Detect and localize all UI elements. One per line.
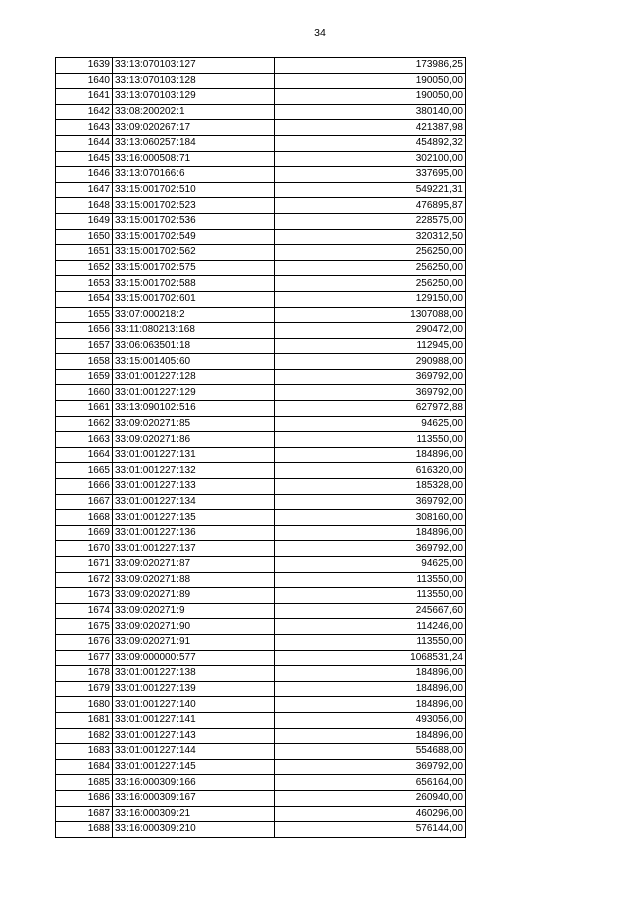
cadastral-number-cell: 33:01:001227:132 <box>113 463 275 479</box>
cadastral-value-cell: 112945,00 <box>275 338 466 354</box>
cadastral-number-cell: 33:09:020271:89 <box>113 588 275 604</box>
cadastral-value-cell: 184896,00 <box>275 728 466 744</box>
cadastral-number-cell: 33:07:000218:2 <box>113 307 275 323</box>
row-number-cell: 1645 <box>56 151 113 167</box>
table-row <box>56 73 466 89</box>
cadastral-value-cell: 245667,60 <box>275 603 466 619</box>
cadastral-number-cell: 33:15:001702:601 <box>113 291 275 307</box>
cadastral-value-cell: 337695,00 <box>275 167 466 183</box>
table-row <box>56 291 466 307</box>
cadastral-number-cell: 33:15:001702:523 <box>113 198 275 214</box>
table-row <box>56 58 466 74</box>
cadastral-number-cell: 33:01:001227:135 <box>113 510 275 526</box>
table-row <box>56 822 466 838</box>
cadastral-value-cell: 184896,00 <box>275 525 466 541</box>
cadastral-value-cell: 184896,00 <box>275 697 466 713</box>
table-row <box>56 369 466 385</box>
table-row <box>56 525 466 541</box>
row-number-cell: 1644 <box>56 135 113 151</box>
cadastral-number-cell: 33:16:000309:167 <box>113 790 275 806</box>
row-number-cell: 1642 <box>56 104 113 120</box>
table-row <box>56 245 466 261</box>
cadastral-number-cell: 33:09:020271:91 <box>113 634 275 650</box>
row-number-cell: 1682 <box>56 728 113 744</box>
cadastral-value-cell: 190050,00 <box>275 73 466 89</box>
page-number: 34 <box>314 27 326 39</box>
cadastral-value-cell: 290472,00 <box>275 323 466 339</box>
cadastral-value-cell: 184896,00 <box>275 447 466 463</box>
row-number-cell: 1677 <box>56 650 113 666</box>
cadastral-value-cell: 656164,00 <box>275 775 466 791</box>
cadastral-number-cell: 33:13:070166:6 <box>113 167 275 183</box>
cadastral-number-cell: 33:08:200202:1 <box>113 104 275 120</box>
cadastral-value-cell: 380140,00 <box>275 104 466 120</box>
table-row <box>56 557 466 573</box>
cadastral-value-cell: 228575,00 <box>275 213 466 229</box>
row-number-cell: 1640 <box>56 73 113 89</box>
cadastral-value-cell: 290988,00 <box>275 354 466 370</box>
table-row <box>56 541 466 557</box>
row-number-cell: 1648 <box>56 198 113 214</box>
table-row <box>56 213 466 229</box>
cadastral-number-cell: 33:09:020271:86 <box>113 432 275 448</box>
table-row <box>56 728 466 744</box>
table-row <box>56 135 466 151</box>
cadastral-number-cell: 33:15:001702:510 <box>113 182 275 198</box>
cadastral-number-cell: 33:15:001702:588 <box>113 276 275 292</box>
cadastral-value-cell: 185328,00 <box>275 479 466 495</box>
cadastral-number-cell: 33:15:001405:60 <box>113 354 275 370</box>
row-number-cell: 1649 <box>56 213 113 229</box>
row-number-cell: 1668 <box>56 510 113 526</box>
cadastral-value-cell: 308160,00 <box>275 510 466 526</box>
row-number-cell: 1651 <box>56 245 113 261</box>
table-row <box>56 712 466 728</box>
table-row <box>56 120 466 136</box>
table-row <box>56 354 466 370</box>
row-number-cell: 1655 <box>56 307 113 323</box>
row-number-cell: 1678 <box>56 666 113 682</box>
cadastral-number-cell: 33:09:020271:87 <box>113 557 275 573</box>
cadastral-value-cell: 369792,00 <box>275 759 466 775</box>
table-row <box>56 790 466 806</box>
cadastral-number-cell: 33:09:020267:17 <box>113 120 275 136</box>
row-number-cell: 1654 <box>56 291 113 307</box>
cadastral-number-cell: 33:09:000000:577 <box>113 650 275 666</box>
cadastral-number-cell: 33:01:001227:129 <box>113 385 275 401</box>
row-number-cell: 1679 <box>56 681 113 697</box>
table-row <box>56 182 466 198</box>
cadastral-number-cell: 33:13:070103:128 <box>113 73 275 89</box>
row-number-cell: 1653 <box>56 276 113 292</box>
table-row <box>56 806 466 822</box>
cadastral-value-cell: 476895,87 <box>275 198 466 214</box>
table-row <box>56 479 466 495</box>
cadastral-number-cell: 33:01:001227:137 <box>113 541 275 557</box>
cadastral-value-cell: 493056,00 <box>275 712 466 728</box>
row-number-cell: 1675 <box>56 619 113 635</box>
table-row <box>56 666 466 682</box>
row-number-cell: 1664 <box>56 447 113 463</box>
table-row <box>56 338 466 354</box>
table-row <box>56 619 466 635</box>
cadastral-value-cell: 616320,00 <box>275 463 466 479</box>
cadastral-value-cell: 114246,00 <box>275 619 466 635</box>
cadastral-value-cell: 1307088,00 <box>275 307 466 323</box>
table-row <box>56 447 466 463</box>
table-row <box>56 603 466 619</box>
table-row <box>56 276 466 292</box>
row-number-cell: 1686 <box>56 790 113 806</box>
cadastral-number-cell: 33:15:001702:536 <box>113 213 275 229</box>
cadastral-number-cell: 33:09:020271:90 <box>113 619 275 635</box>
cadastral-number-cell: 33:16:000309:166 <box>113 775 275 791</box>
row-number-cell: 1684 <box>56 759 113 775</box>
row-number-cell: 1687 <box>56 806 113 822</box>
cadastral-number-cell: 33:01:001227:143 <box>113 728 275 744</box>
table-row <box>56 697 466 713</box>
cadastral-number-cell: 33:15:001702:549 <box>113 229 275 245</box>
cadastral-number-cell: 33:09:020271:9 <box>113 603 275 619</box>
cadastral-value-cell: 184896,00 <box>275 681 466 697</box>
cadastral-value-cell: 184896,00 <box>275 666 466 682</box>
cadastral-number-cell: 33:01:001227:139 <box>113 681 275 697</box>
table-row <box>56 401 466 417</box>
cadastral-number-cell: 33:01:001227:128 <box>113 369 275 385</box>
table-row <box>56 229 466 245</box>
cadastral-value-cell: 369792,00 <box>275 494 466 510</box>
cadastral-value-cell: 256250,00 <box>275 260 466 276</box>
cadastral-value-cell: 94625,00 <box>275 557 466 573</box>
table-row <box>56 104 466 120</box>
table-row <box>56 744 466 760</box>
cadastral-number-cell: 33:09:020271:88 <box>113 572 275 588</box>
row-number-cell: 1657 <box>56 338 113 354</box>
row-number-cell: 1660 <box>56 385 113 401</box>
cadastral-value-cell: 421387,98 <box>275 120 466 136</box>
cadastral-number-cell: 33:01:001227:145 <box>113 759 275 775</box>
row-number-cell: 1650 <box>56 229 113 245</box>
cadastral-number-cell: 33:06:063501:18 <box>113 338 275 354</box>
row-number-cell: 1671 <box>56 557 113 573</box>
cadastral-number-cell: 33:13:090102:516 <box>113 401 275 417</box>
cadastral-number-cell: 33:01:001227:134 <box>113 494 275 510</box>
table-row <box>56 572 466 588</box>
cadastral-value-cell: 1068531,24 <box>275 650 466 666</box>
table-row <box>56 650 466 666</box>
cadastral-value-cell: 549221,31 <box>275 182 466 198</box>
cadastral-number-cell: 33:01:001227:131 <box>113 447 275 463</box>
table-body <box>56 58 466 838</box>
row-number-cell: 1652 <box>56 260 113 276</box>
row-number-cell: 1680 <box>56 697 113 713</box>
table-row <box>56 634 466 650</box>
table-row <box>56 198 466 214</box>
cadastral-number-cell: 33:01:001227:141 <box>113 712 275 728</box>
table-row <box>56 510 466 526</box>
table-row <box>56 151 466 167</box>
row-number-cell: 1667 <box>56 494 113 510</box>
cadastral-number-cell: 33:01:001227:140 <box>113 697 275 713</box>
cadastral-number-cell: 33:16:000309:210 <box>113 822 275 838</box>
cadastral-number-cell: 33:16:000309:21 <box>113 806 275 822</box>
cadastral-number-cell: 33:01:001227:144 <box>113 744 275 760</box>
cadastral-value-cell: 369792,00 <box>275 385 466 401</box>
table-row <box>56 416 466 432</box>
cadastral-value-cell: 256250,00 <box>275 245 466 261</box>
cadastral-value-cell: 113550,00 <box>275 572 466 588</box>
cadastral-value-cell: 113550,00 <box>275 634 466 650</box>
row-number-cell: 1647 <box>56 182 113 198</box>
row-number-cell: 1685 <box>56 775 113 791</box>
cadastral-number-cell: 33:15:001702:575 <box>113 260 275 276</box>
row-number-cell: 1639 <box>56 58 113 74</box>
cadastral-number-cell: 33:16:000508:71 <box>113 151 275 167</box>
row-number-cell: 1661 <box>56 401 113 417</box>
cadastral-number-cell: 33:13:060257:184 <box>113 135 275 151</box>
table-row <box>56 323 466 339</box>
cadastral-value-cell: 369792,00 <box>275 369 466 385</box>
table-row <box>56 681 466 697</box>
cadastral-value-cell: 113550,00 <box>275 588 466 604</box>
table-row <box>56 89 466 105</box>
row-number-cell: 1670 <box>56 541 113 557</box>
row-number-cell: 1665 <box>56 463 113 479</box>
cadastral-value-cell: 454892,32 <box>275 135 466 151</box>
cadastral-value-table <box>55 57 466 838</box>
cadastral-value-cell: 460296,00 <box>275 806 466 822</box>
cadastral-value-cell: 190050,00 <box>275 89 466 105</box>
table-row <box>56 167 466 183</box>
cadastral-value-cell: 627972,88 <box>275 401 466 417</box>
row-number-cell: 1672 <box>56 572 113 588</box>
cadastral-value-cell: 554688,00 <box>275 744 466 760</box>
row-number-cell: 1643 <box>56 120 113 136</box>
cadastral-number-cell: 33:13:070103:127 <box>113 58 275 74</box>
row-number-cell: 1666 <box>56 479 113 495</box>
cadastral-number-cell: 33:01:001227:138 <box>113 666 275 682</box>
row-number-cell: 1662 <box>56 416 113 432</box>
cadastral-value-cell: 320312,50 <box>275 229 466 245</box>
row-number-cell: 1688 <box>56 822 113 838</box>
row-number-cell: 1683 <box>56 744 113 760</box>
cadastral-value-cell: 173986,25 <box>275 58 466 74</box>
row-number-cell: 1676 <box>56 634 113 650</box>
row-number-cell: 1646 <box>56 167 113 183</box>
table-row <box>56 432 466 448</box>
cadastral-number-cell: 33:11:080213:168 <box>113 323 275 339</box>
table-row <box>56 588 466 604</box>
row-number-cell: 1659 <box>56 369 113 385</box>
cadastral-number-cell: 33:01:001227:136 <box>113 525 275 541</box>
table-row <box>56 775 466 791</box>
cadastral-number-cell: 33:15:001702:562 <box>113 245 275 261</box>
table-row <box>56 307 466 323</box>
cadastral-value-cell: 94625,00 <box>275 416 466 432</box>
row-number-cell: 1674 <box>56 603 113 619</box>
cadastral-value-cell: 256250,00 <box>275 276 466 292</box>
cadastral-number-cell: 33:13:070103:129 <box>113 89 275 105</box>
cadastral-value-cell: 129150,00 <box>275 291 466 307</box>
table-row <box>56 385 466 401</box>
row-number-cell: 1669 <box>56 525 113 541</box>
row-number-cell: 1656 <box>56 323 113 339</box>
cadastral-value-cell: 113550,00 <box>275 432 466 448</box>
row-number-cell: 1663 <box>56 432 113 448</box>
table-row <box>56 463 466 479</box>
cadastral-value-cell: 369792,00 <box>275 541 466 557</box>
table-row <box>56 260 466 276</box>
cadastral-number-cell: 33:09:020271:85 <box>113 416 275 432</box>
cadastral-value-cell: 302100,00 <box>275 151 466 167</box>
table-row <box>56 759 466 775</box>
row-number-cell: 1673 <box>56 588 113 604</box>
cadastral-number-cell: 33:01:001227:133 <box>113 479 275 495</box>
cadastral-value-cell: 260940,00 <box>275 790 466 806</box>
table-row <box>56 494 466 510</box>
cadastral-value-cell: 576144,00 <box>275 822 466 838</box>
row-number-cell: 1681 <box>56 712 113 728</box>
row-number-cell: 1641 <box>56 89 113 105</box>
row-number-cell: 1658 <box>56 354 113 370</box>
